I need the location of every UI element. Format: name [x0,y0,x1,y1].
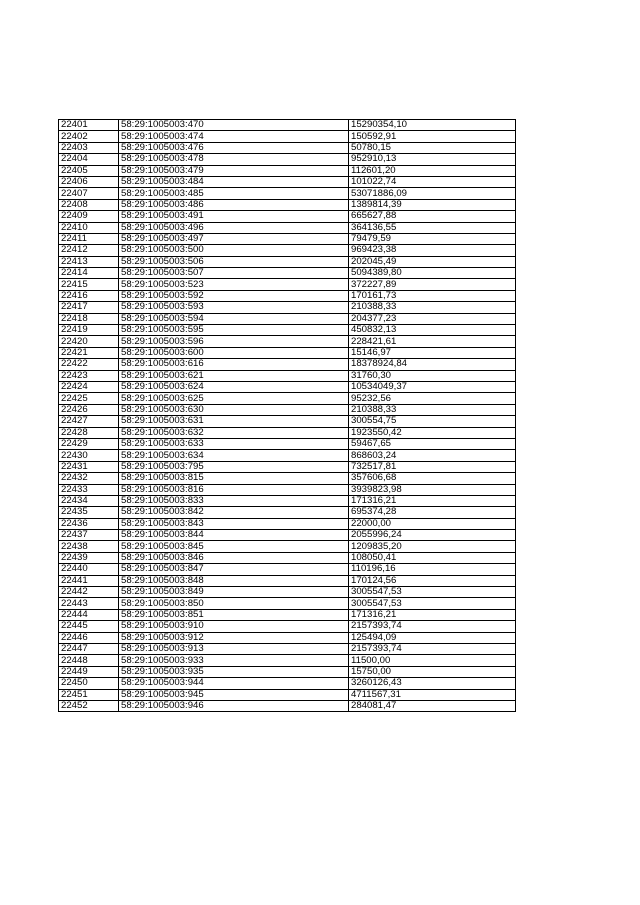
cadastral-number-cell: 58:29:1005003:470 [119,120,349,131]
row-number-cell: 22416 [59,290,119,301]
table-row [59,336,516,347]
table-row [59,120,516,131]
table-row [59,495,516,506]
row-number-cell: 22436 [59,518,119,529]
cadastral-value-cell: 171316,21 [349,609,516,620]
row-number-cell: 22435 [59,507,119,518]
row-number-cell: 22415 [59,279,119,290]
cadastral-value-cell: 108050,41 [349,552,516,563]
cadastral-number-cell: 58:29:1005003:523 [119,279,349,290]
cadastral-value-cell: 665627,88 [349,211,516,222]
table-row [59,404,516,415]
cadastral-value-cell: 952910,13 [349,154,516,165]
cadastral-number-cell: 58:29:1005003:596 [119,336,349,347]
cadastral-number-cell: 58:29:1005003:946 [119,700,349,711]
table-row [59,370,516,381]
row-number-cell: 22417 [59,302,119,313]
cadastral-number-cell: 58:29:1005003:933 [119,655,349,666]
cadastral-value-table [58,119,516,712]
cadastral-number-cell: 58:29:1005003:632 [119,427,349,438]
table-row [59,302,516,313]
row-number-cell: 22451 [59,689,119,700]
row-number-cell: 22444 [59,609,119,620]
cadastral-value-cell: 2157393,74 [349,621,516,632]
row-number-cell: 22404 [59,154,119,165]
row-number-cell: 22406 [59,176,119,187]
cadastral-number-cell: 58:29:1005003:845 [119,541,349,552]
cadastral-value-cell: 1209835,20 [349,541,516,552]
row-number-cell: 22402 [59,131,119,142]
cadastral-number-cell: 58:29:1005003:850 [119,598,349,609]
cadastral-number-cell: 58:29:1005003:507 [119,268,349,279]
row-number-cell: 22420 [59,336,119,347]
cadastral-value-cell: 372227,89 [349,279,516,290]
cadastral-number-cell: 58:29:1005003:592 [119,290,349,301]
row-number-cell: 22409 [59,211,119,222]
cadastral-value-cell: 170124,56 [349,575,516,586]
cadastral-number-cell: 58:29:1005003:631 [119,416,349,427]
cadastral-number-cell: 58:29:1005003:484 [119,176,349,187]
table-row [59,438,516,449]
row-number-cell: 22418 [59,313,119,324]
row-number-cell: 22410 [59,222,119,233]
cadastral-value-cell: 11500,00 [349,655,516,666]
row-number-cell: 22419 [59,325,119,336]
row-number-cell: 22405 [59,165,119,176]
cadastral-number-cell: 58:29:1005003:497 [119,233,349,244]
row-number-cell: 22423 [59,370,119,381]
row-number-cell: 22452 [59,700,119,711]
cadastral-value-cell: 112601,20 [349,165,516,176]
cadastral-value-cell: 450832,13 [349,325,516,336]
cadastral-value-cell: 15290354,10 [349,120,516,131]
table-row [59,233,516,244]
cadastral-number-cell: 58:29:1005003:945 [119,689,349,700]
table-row [59,689,516,700]
table-row [59,416,516,427]
cadastral-value-cell: 2055996,24 [349,530,516,541]
cadastral-number-cell: 58:29:1005003:500 [119,245,349,256]
cadastral-number-cell: 58:29:1005003:833 [119,495,349,506]
cadastral-value-cell: 202045,49 [349,256,516,267]
row-number-cell: 22448 [59,655,119,666]
row-number-cell: 22412 [59,245,119,256]
cadastral-number-cell: 58:29:1005003:474 [119,131,349,142]
row-number-cell: 22413 [59,256,119,267]
row-number-cell: 22414 [59,268,119,279]
cadastral-number-cell: 58:29:1005003:815 [119,473,349,484]
cadastral-value-cell: 3005547,53 [349,598,516,609]
table-row [59,621,516,632]
table-row [59,609,516,620]
row-number-cell: 22427 [59,416,119,427]
table-row [59,427,516,438]
cadastral-number-cell: 58:29:1005003:851 [119,609,349,620]
table-row [59,154,516,165]
cadastral-value-cell: 150592,91 [349,131,516,142]
table-row [59,325,516,336]
cadastral-number-cell: 58:29:1005003:633 [119,438,349,449]
row-number-cell: 22411 [59,233,119,244]
cadastral-number-cell: 58:29:1005003:485 [119,188,349,199]
cadastral-value-cell: 95232,56 [349,393,516,404]
cadastral-value-cell: 969423,38 [349,245,516,256]
cadastral-number-cell: 58:29:1005003:479 [119,165,349,176]
cadastral-value-cell: 18378924,84 [349,359,516,370]
row-number-cell: 22424 [59,381,119,392]
table-row [59,393,516,404]
table-row [59,268,516,279]
cadastral-value-cell: 300554,75 [349,416,516,427]
table-row [59,461,516,472]
cadastral-value-cell: 284081,47 [349,700,516,711]
cadastral-value-cell: 228421,61 [349,336,516,347]
cadastral-value-cell: 15146,97 [349,347,516,358]
table-row [59,450,516,461]
table-row [59,484,516,495]
table-row [59,245,516,256]
cadastral-value-cell: 695374,28 [349,507,516,518]
cadastral-value-cell: 3939823,98 [349,484,516,495]
cadastral-number-cell: 58:29:1005003:594 [119,313,349,324]
row-number-cell: 22431 [59,461,119,472]
table-row [59,473,516,484]
cadastral-number-cell: 58:29:1005003:595 [119,325,349,336]
cadastral-number-cell: 58:29:1005003:935 [119,666,349,677]
cadastral-number-cell: 58:29:1005003:621 [119,370,349,381]
table-row [59,530,516,541]
table-row [59,552,516,563]
cadastral-number-cell: 58:29:1005003:795 [119,461,349,472]
cadastral-value-cell: 3260126,43 [349,678,516,689]
cadastral-value-cell: 22000,00 [349,518,516,529]
row-number-cell: 22443 [59,598,119,609]
cadastral-value-cell: 170161,73 [349,290,516,301]
cadastral-value-cell: 53071886,09 [349,188,516,199]
table-row [59,256,516,267]
cadastral-number-cell: 58:29:1005003:630 [119,404,349,415]
cadastral-number-cell: 58:29:1005003:842 [119,507,349,518]
cadastral-value-cell: 79479,59 [349,233,516,244]
cadastral-number-cell: 58:29:1005003:476 [119,142,349,153]
cadastral-value-cell: 15750,00 [349,666,516,677]
cadastral-value-cell: 1389814,39 [349,199,516,210]
row-number-cell: 22422 [59,359,119,370]
row-number-cell: 22429 [59,438,119,449]
cadastral-number-cell: 58:29:1005003:478 [119,154,349,165]
cadastral-number-cell: 58:29:1005003:486 [119,199,349,210]
table-row [59,643,516,654]
cadastral-value-cell: 357606,68 [349,473,516,484]
row-number-cell: 22447 [59,643,119,654]
cadastral-value-cell: 732517,81 [349,461,516,472]
table-row [59,199,516,210]
table-row [59,131,516,142]
table-row [59,165,516,176]
cadastral-value-cell: 171316,21 [349,495,516,506]
table-row [59,632,516,643]
row-number-cell: 22450 [59,678,119,689]
cadastral-number-cell: 58:29:1005003:849 [119,587,349,598]
row-number-cell: 22401 [59,120,119,131]
cadastral-value-cell: 4711567,31 [349,689,516,700]
cadastral-number-cell: 58:29:1005003:634 [119,450,349,461]
cadastral-number-cell: 58:29:1005003:846 [119,552,349,563]
row-number-cell: 22449 [59,666,119,677]
cadastral-number-cell: 58:29:1005003:593 [119,302,349,313]
cadastral-number-cell: 58:29:1005003:848 [119,575,349,586]
cadastral-value-cell: 364136,55 [349,222,516,233]
row-number-cell: 22437 [59,530,119,541]
cadastral-number-cell: 58:29:1005003:491 [119,211,349,222]
table-row [59,700,516,711]
row-number-cell: 22430 [59,450,119,461]
cadastral-number-cell: 58:29:1005003:496 [119,222,349,233]
cadastral-value-cell: 1923550,42 [349,427,516,438]
cadastral-value-cell: 210388,33 [349,302,516,313]
cadastral-value-cell: 31760,30 [349,370,516,381]
row-number-cell: 22439 [59,552,119,563]
cadastral-value-cell: 5094389,80 [349,268,516,279]
table-row [59,290,516,301]
table-row [59,381,516,392]
cadastral-value-cell: 868603,24 [349,450,516,461]
table-row [59,541,516,552]
cadastral-number-cell: 58:29:1005003:625 [119,393,349,404]
cadastral-number-cell: 58:29:1005003:844 [119,530,349,541]
row-number-cell: 22421 [59,347,119,358]
row-number-cell: 22445 [59,621,119,632]
table-body [59,120,516,712]
cadastral-number-cell: 58:29:1005003:624 [119,381,349,392]
cadastral-number-cell: 58:29:1005003:616 [119,359,349,370]
table-row [59,211,516,222]
table-row [59,507,516,518]
cadastral-value-cell: 59467,65 [349,438,516,449]
table-row [59,666,516,677]
cadastral-number-cell: 58:29:1005003:944 [119,678,349,689]
table-row [59,142,516,153]
row-number-cell: 22403 [59,142,119,153]
table-row [59,564,516,575]
table-row [59,279,516,290]
document-page [58,119,515,712]
table-row [59,176,516,187]
cadastral-value-cell: 204377,23 [349,313,516,324]
row-number-cell: 22440 [59,564,119,575]
table-row [59,518,516,529]
row-number-cell: 22434 [59,495,119,506]
table-row [59,587,516,598]
table-row [59,655,516,666]
table-row [59,359,516,370]
cadastral-value-cell: 10534049,37 [349,381,516,392]
cadastral-value-cell: 101022,74 [349,176,516,187]
row-number-cell: 22432 [59,473,119,484]
cadastral-number-cell: 58:29:1005003:910 [119,621,349,632]
cadastral-value-cell: 210388,33 [349,404,516,415]
row-number-cell: 22426 [59,404,119,415]
cadastral-value-cell: 110196,16 [349,564,516,575]
table-row [59,598,516,609]
table-row [59,575,516,586]
row-number-cell: 22425 [59,393,119,404]
cadastral-number-cell: 58:29:1005003:816 [119,484,349,495]
row-number-cell: 22408 [59,199,119,210]
table-row [59,188,516,199]
table-row [59,347,516,358]
cadastral-value-cell: 50780,15 [349,142,516,153]
cadastral-number-cell: 58:29:1005003:600 [119,347,349,358]
row-number-cell: 22407 [59,188,119,199]
cadastral-number-cell: 58:29:1005003:843 [119,518,349,529]
row-number-cell: 22438 [59,541,119,552]
row-number-cell: 22446 [59,632,119,643]
cadastral-value-cell: 3005547,53 [349,587,516,598]
cadastral-number-cell: 58:29:1005003:913 [119,643,349,654]
table-row [59,222,516,233]
cadastral-value-cell: 2157393,74 [349,643,516,654]
cadastral-number-cell: 58:29:1005003:506 [119,256,349,267]
row-number-cell: 22442 [59,587,119,598]
cadastral-number-cell: 58:29:1005003:912 [119,632,349,643]
table-row [59,313,516,324]
table-row [59,678,516,689]
row-number-cell: 22428 [59,427,119,438]
row-number-cell: 22441 [59,575,119,586]
row-number-cell: 22433 [59,484,119,495]
cadastral-number-cell: 58:29:1005003:847 [119,564,349,575]
cadastral-value-cell: 125494,09 [349,632,516,643]
